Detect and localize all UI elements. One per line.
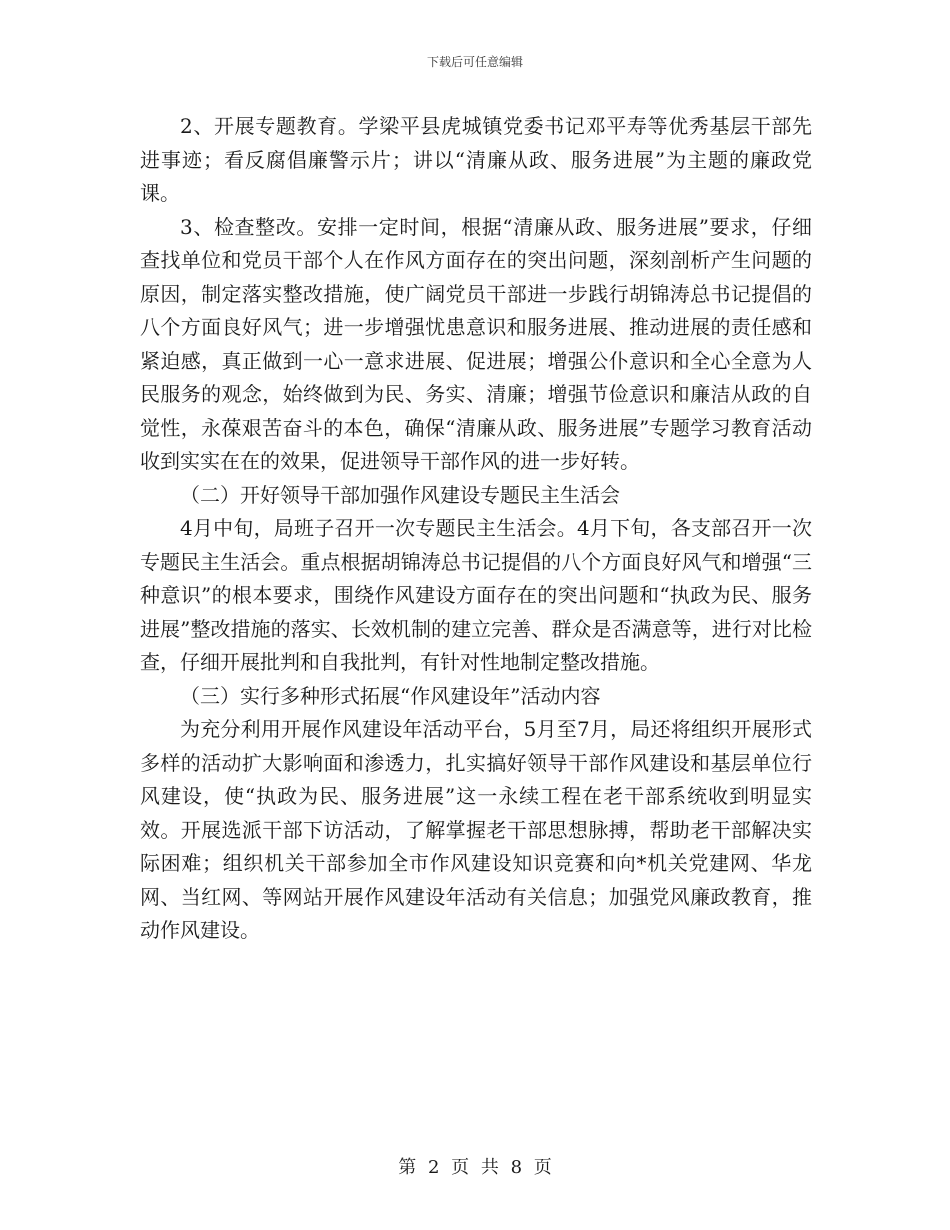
paragraph-democratic-life-meeting: 4月中旬，局班子召开一次专题民主生活会。4月下旬，各支部召开一次专题民主生活会。重点根据胡锦涛总书记提倡的八个方面良好风气和增强“三种意识”的根本要求，围绕作风建设方面存在的突出问题和“执政为民、服务进展”整改措施的落实、长效机制的建立完善、群众是否满意等，进行对比检查，仔细开展批判和自我批判，有针对性地制定整改措施。 [140, 516, 812, 674]
section-heading-expand-activities: （三）实行多种形式拓展“作风建设年”活动内容 [180, 683, 601, 708]
section-heading-democratic-life-meeting: （二）开好领导干部加强作风建设专题民主生活会 [180, 482, 620, 507]
paragraph-special-education: 2、开展专题教育。学梁平县虎城镇党委书记邓平寿等优秀基层干部先进事迹；看反腐倡廉警示片；讲以“清廉从政、服务进展”为主题的廉政党课。 [140, 114, 812, 205]
paragraph-inspection-rectification: 3、检查整改。安排一定时间，根据“清廉从政、服务进展”要求，仔细查找单位和党员干部个人在作风方面存在的突出问题，深刻剖析产生问题的原因，制定落实整改措施，使广阔党员干部进一步践行胡锦涛总书记提倡的八个方面良好风气；进一步增强忧患意识和服务进展、推动进展的责任感和紧迫感，真正做到一心一意求进展、促进展；增强公仆意识和全心全意为人民服务的观念，始终做到为民、务实、清廉；增强节俭意识和廉洁从政的自觉性，永葆艰苦奋斗的本色，确保“清廉从政、服务进展”专题学习教育活动收到实实在在的效果，促进领导干部作风的进一步好转。 [140, 214, 812, 473]
page-number-footer: 第 2 页 共 8 页 [398, 1157, 552, 1178]
document-body [140, 110, 812, 948]
header-note: 下载后可任意编辑 [426, 55, 523, 69]
paragraph-expand-activities: 为充分利用开展作风建设年活动平台，5月至7月，局还将组织开展形式多样的活动扩大影响面和渗透力，扎实搞好领导干部作风建设和基层单位行风建设，使“执政为民、服务进展”这一永续工程在老干部系统收到明显实效。开展选派干部下访活动，了解掌握老干部思想脉搏，帮助老干部解决实际困难；组织机关干部参加全市作风建设知识竞赛和向*机关党建网、华龙网、当红网、等网站开展作风建设年活动有关信息；加强党风廉政教育，推动作风建设。 [140, 717, 812, 942]
